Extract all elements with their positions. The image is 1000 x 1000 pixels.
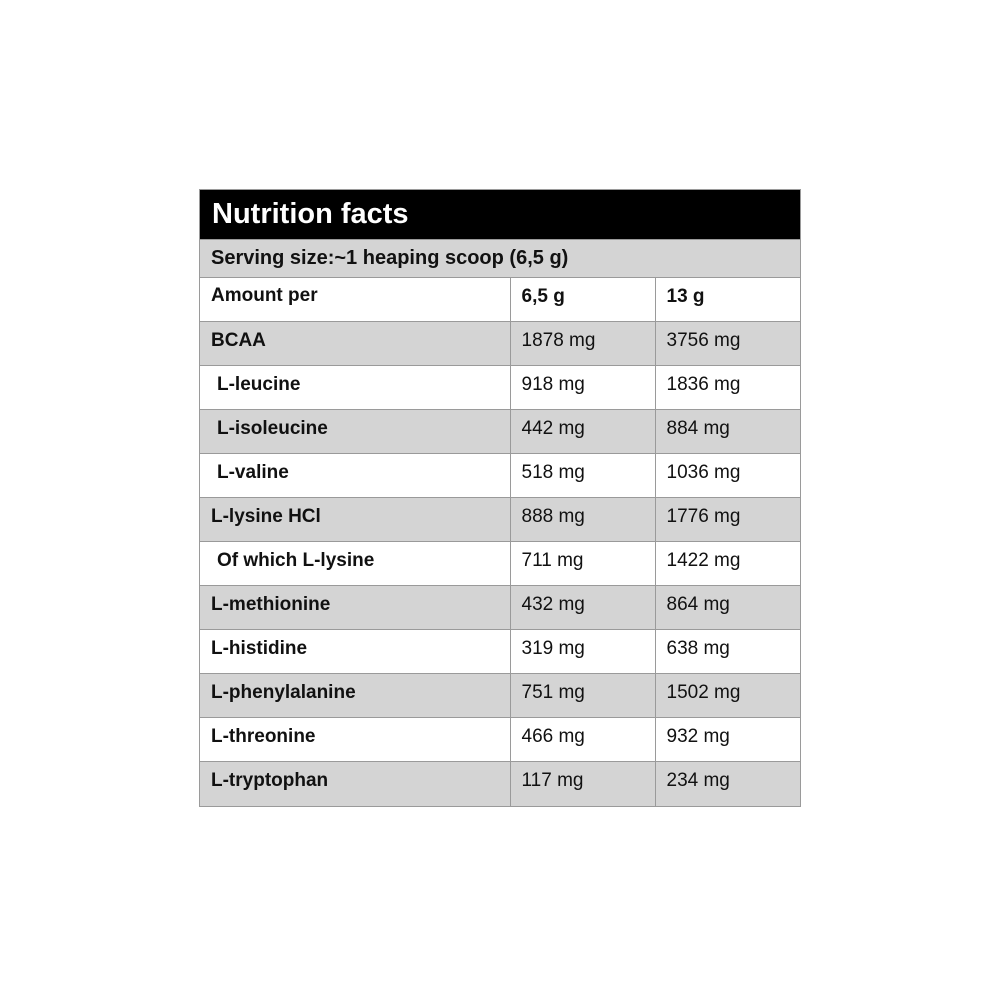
- nutrient-name: L-lysine HCl: [200, 498, 510, 542]
- amount-6-5g: 117 mg: [510, 762, 655, 806]
- table-row: [200, 586, 800, 630]
- amount-13g: 932 mg: [655, 718, 800, 762]
- nutrient-name: L-isoleucine: [200, 410, 510, 454]
- amount-13g: 3756 mg: [655, 322, 800, 366]
- nutrition-facts-panel: [199, 189, 801, 807]
- amount-13g: 1776 mg: [655, 498, 800, 542]
- nutrient-name: L-leucine: [200, 366, 510, 410]
- table-row: [200, 762, 800, 806]
- nutrient-name: L-phenylalanine: [200, 674, 510, 718]
- amount-13g: 1036 mg: [655, 454, 800, 498]
- amount-6-5g: 518 mg: [510, 454, 655, 498]
- amount-13g: 234 mg: [655, 762, 800, 806]
- amount-13g: 1422 mg: [655, 542, 800, 586]
- table-row: [200, 454, 800, 498]
- amount-6-5g: 751 mg: [510, 674, 655, 718]
- nutrient-name: L-histidine: [200, 630, 510, 674]
- amount-6-5g: 442 mg: [510, 410, 655, 454]
- amount-6-5g: 918 mg: [510, 366, 655, 410]
- amount-6-5g: 1878 mg: [510, 322, 655, 366]
- nutrient-name: L-threonine: [200, 718, 510, 762]
- table-row: [200, 410, 800, 454]
- table-row: [200, 498, 800, 542]
- header-col-2: 13 g: [655, 278, 800, 322]
- nutrition-title: Nutrition facts: [200, 190, 800, 239]
- nutrient-name: L-tryptophan: [200, 762, 510, 806]
- amount-13g: 864 mg: [655, 586, 800, 630]
- amount-13g: 1502 mg: [655, 674, 800, 718]
- nutrient-name: Of which L-lysine: [200, 542, 510, 586]
- table-row: [200, 674, 800, 718]
- amount-13g: 1836 mg: [655, 366, 800, 410]
- amount-6-5g: 432 mg: [510, 586, 655, 630]
- nutrient-name: L-methionine: [200, 586, 510, 630]
- header-label: Amount per: [200, 278, 510, 322]
- table-row: [200, 366, 800, 410]
- table-row: [200, 630, 800, 674]
- amount-13g: 638 mg: [655, 630, 800, 674]
- amount-6-5g: 319 mg: [510, 630, 655, 674]
- amount-6-5g: 466 mg: [510, 718, 655, 762]
- nutrient-name: L-valine: [200, 454, 510, 498]
- amount-13g: 884 mg: [655, 410, 800, 454]
- table-row: [200, 542, 800, 586]
- amount-6-5g: 888 mg: [510, 498, 655, 542]
- table-row: [200, 718, 800, 762]
- amount-6-5g: 711 mg: [510, 542, 655, 586]
- serving-size: Serving size:~1 heaping scoop (6,5 g): [200, 239, 800, 277]
- table-header-row: [200, 278, 800, 322]
- nutrition-table: [200, 277, 800, 806]
- nutrient-name: BCAA: [200, 322, 510, 366]
- header-col-1: 6,5 g: [510, 278, 655, 322]
- table-row: [200, 322, 800, 366]
